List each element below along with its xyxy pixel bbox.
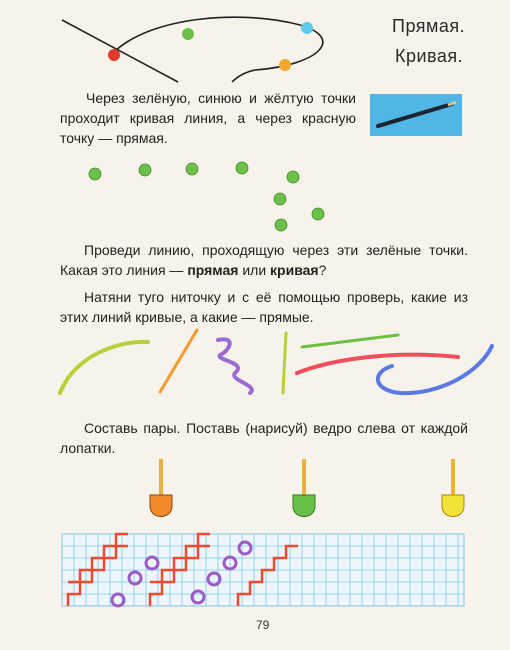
paragraph-2: Проведи линию, проходящую через эти зелёные точки. Какая это линия — прямая или кривая? [60,242,468,278]
paragraph-1: Через зелёную, синюю и жёлтую точки проходит кривая линия, а через красную точку — прямая. [60,90,356,146]
title-straight: Прямая. [392,16,466,36]
paragraph-3: Натяни туго ниточку и с её помощью проверь, какие из этих линий кривые, а какие — прямые. [60,289,468,325]
word-straight: прямая [187,262,239,278]
page-number: 79 [256,618,270,632]
title-curved: Кривая. [395,46,464,66]
paragraph-4: Составь пары. Поставь (нарисуй) ведро слева от каждой лопатки. [60,420,468,456]
word-curved: кривая [270,262,319,278]
